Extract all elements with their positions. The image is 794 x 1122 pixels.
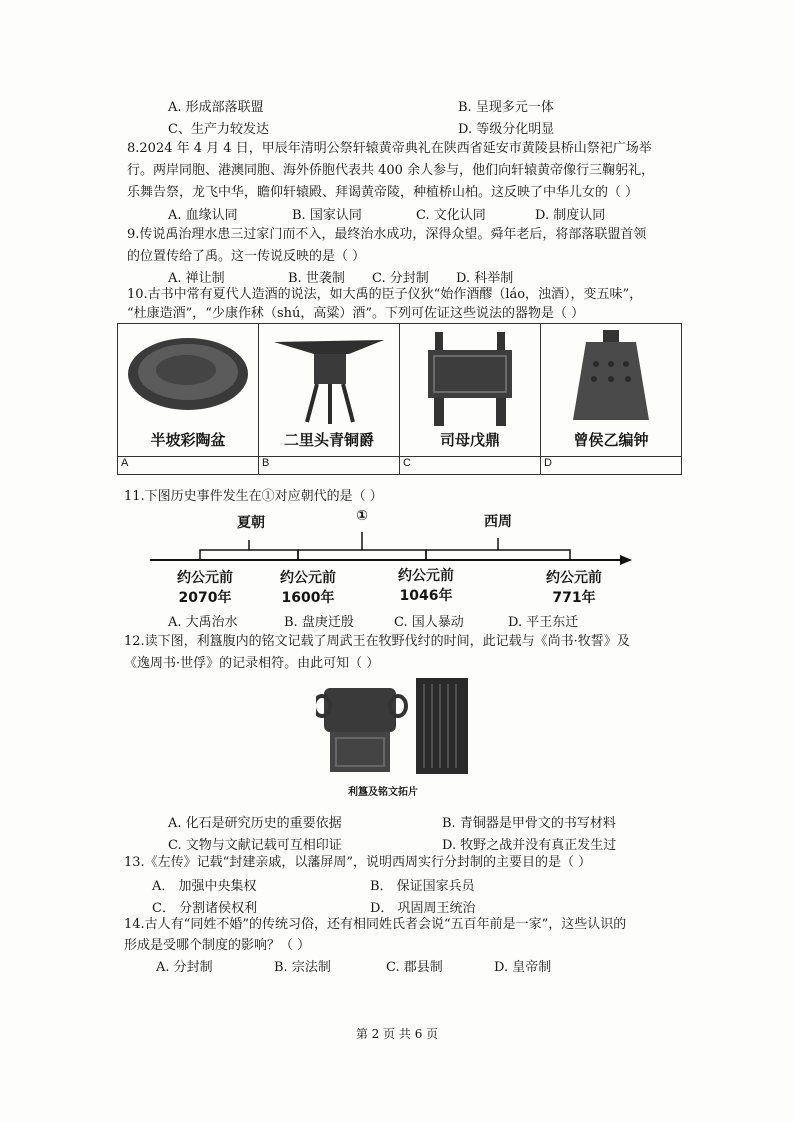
li-gui-and-rubbing-image — [316, 676, 476, 776]
q13-option-b: B． 保证国家兵员 — [370, 879, 475, 894]
image-cell-b — [259, 324, 400, 457]
timeline-tick-3 — [386, 565, 466, 605]
q12-option-b: B. 青铜器是甲骨文的书写材料 — [442, 816, 616, 831]
image-label-a: A — [118, 457, 259, 475]
q14-stem-line2: 形成是受哪个制度的影响？（ ） — [124, 938, 311, 953]
q14-option-b: B. 宗法制 — [274, 960, 331, 975]
q11-option-a: A. 大禹治水 — [168, 615, 238, 630]
q11-option-c: C. 国人暴动 — [394, 615, 464, 630]
q8-option-a: A. 血缘认同 — [168, 208, 238, 223]
q9-stem-line2: 的位置传给了禹。这一传说反映的是（ ） — [127, 249, 366, 264]
q14-option-c: C. 郡县制 — [386, 960, 443, 975]
q12-option-d: D. 牧野之战并没有真正发生过 — [442, 838, 617, 853]
image-cell-c — [400, 324, 541, 457]
q7-option-b: B. 呈现多元一体 — [458, 100, 554, 115]
timeline-tick-2-line1: 约公元前 — [280, 570, 336, 586]
q10-image-table — [117, 323, 682, 475]
q12-stem-line2: 《逸周书·世俘》的记录相符。由此可知（ ） — [124, 656, 380, 671]
q12-image-caption: 利簋及铭文拓片 — [348, 787, 418, 798]
q9-option-d: D. 科举制 — [456, 271, 514, 286]
q8-option-b: B. 国家认同 — [292, 208, 362, 223]
q14-option-a: A. 分封制 — [156, 960, 213, 975]
q12-stem-line1: 12.读下图，利簋腹内的铭文记载了周武王在牧野伐纣的时间，此记载与《尚书·牧誓》及 — [124, 634, 630, 649]
q14-stem-line1: 14.古人有“同姓不婚”的传统习俗，还有相同姓氏者会说“五百年前是一家”，这些认识的 — [124, 917, 627, 932]
timeline-tick-1-line2: 2070年 — [178, 590, 232, 606]
image-caption-a: 半坡彩陶盆 — [150, 431, 226, 449]
q12-option-c: C. 文物与文献记载可互相印证 — [168, 838, 342, 853]
q7-option-d: D. 等级分化明显 — [458, 122, 555, 137]
q14-option-d: D. 皇帝制 — [494, 960, 552, 975]
timeline-tick-1-line1: 约公元前 — [177, 570, 233, 586]
timeline-tick-3-line1: 约公元前 — [398, 568, 454, 584]
timeline-label-western-zhou: 西周 — [484, 514, 512, 530]
image-label-b: B — [259, 457, 400, 475]
q13-stem: 13.《左传》记载“封建亲戚，以藩屏周”，说明西周实行分封制的主要目的是（ ） — [124, 855, 592, 870]
q9-stem-line1: 9.传说禹治理水患三过家门而不入，最终治水成功，深得众望。舜年老后，将部落联盟首领 — [127, 227, 647, 242]
q13-option-c: C． 分割诸侯权利 — [152, 901, 258, 916]
timeline-label-xia: 夏朝 — [237, 515, 265, 531]
image-cell-a — [118, 324, 259, 457]
page-footer: 第 2 页 共 6 页 — [355, 1027, 439, 1041]
q9-option-b: B. 世袭制 — [288, 271, 345, 286]
image-cell-d — [541, 324, 682, 457]
q13-option-d: D． 巩固周王统治 — [370, 901, 476, 916]
q9-option-c: C. 分封制 — [372, 271, 429, 286]
timeline-tick-4 — [534, 567, 614, 607]
q11-option-b: B. 盘庚迁殷 — [284, 615, 354, 630]
q13-option-a: A． 加强中央集权 — [152, 879, 257, 894]
image-caption-d: 曾侯乙编钟 — [573, 431, 649, 449]
q8-stem-line2: 行。两岸同胞、港澳同胞、海外侨胞代表共 400 余人参与，他们向轩辕黄帝像行三鞠躬礼， — [127, 163, 655, 178]
q8-stem-line3: 乐舞告祭，龙飞中华，瞻仰轩辕殿、拜谒黄帝陵，种植桥山柏。这反映了中华儿女的（ ） — [127, 185, 639, 200]
q9-option-a: A. 禅让制 — [168, 271, 225, 286]
q11-stem: 11.下图历史事件发生在①对应朝代的是（ ） — [124, 489, 383, 504]
q11-option-d: D. 平王东迁 — [508, 615, 579, 630]
q10-stem-line1: 10.古书中常有夏代人造酒的说法，如大禹的臣子仪狄“始作酒醪（láo，浊酒），变五味”， — [127, 287, 643, 302]
q8-option-d: D. 制度认同 — [535, 208, 606, 223]
q7-option-c: C、生产力较发达 — [168, 122, 269, 137]
timeline-tick-1 — [165, 567, 245, 607]
timeline-tick-2-line2: 1600年 — [281, 590, 335, 606]
timeline-tick-3-line2: 1046年 — [399, 588, 453, 604]
q8-stem-line1: 8.2024 年 4 月 4 日，甲辰年清明公祭轩辕黄帝典礼在陕西省延安市黄陵县桥山祭祀广场举 — [127, 141, 652, 156]
image-caption-b: 二里头青铜爵 — [283, 431, 374, 449]
q8-option-c: C. 文化认同 — [416, 208, 486, 223]
image-label-d: D — [541, 457, 682, 475]
timeline-tick-2 — [268, 567, 348, 607]
timeline-tick-4-line2: 771年 — [552, 590, 596, 606]
image-label-c: C — [400, 457, 541, 475]
timeline-tick-4-line1: 约公元前 — [546, 570, 602, 586]
timeline-label-circle-1: ① — [356, 508, 368, 524]
q7-option-a: A. 形成部落联盟 — [168, 100, 264, 115]
q12-option-a: A. 化石是研究历史的重要依据 — [168, 816, 342, 831]
image-caption-c: 司母戊鼎 — [439, 431, 500, 449]
q10-stem-line2: “杜康造酒”，“少康作秫（shú，高粱）酒”。下列可佐证这些说法的器物是（ ） — [127, 306, 585, 321]
